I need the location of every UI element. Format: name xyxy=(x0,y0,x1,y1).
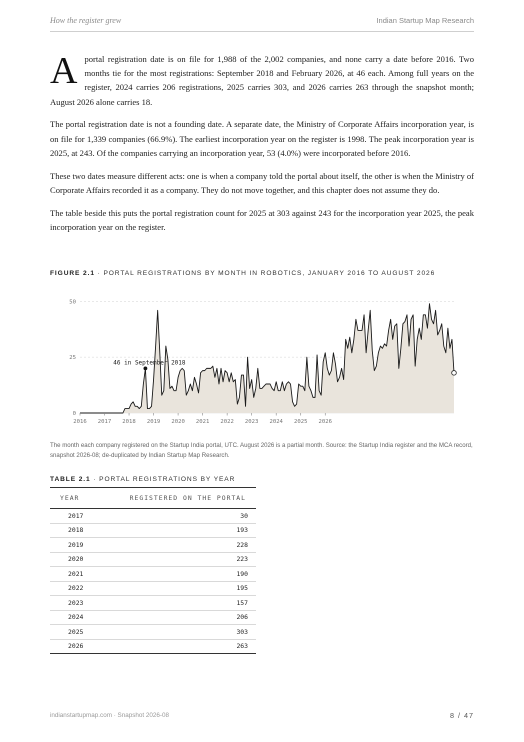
count-cell: 228 xyxy=(100,538,256,553)
year-cell: 2026 xyxy=(50,639,100,654)
chapter-title: How the register grew xyxy=(50,16,122,25)
x-tick-label: 2021 xyxy=(195,419,210,425)
x-tick-label: 2020 xyxy=(171,419,185,425)
x-tick-label: 2024 xyxy=(269,419,283,425)
paragraph-4: The table beside this puts the portal registration count for 2025 at 303 against 243 for the incorporation year 2025, the peak incorporation year on the register. xyxy=(50,207,474,232)
year-cell: 2021 xyxy=(50,567,100,582)
partial-month-point xyxy=(452,371,457,376)
series-area xyxy=(80,304,454,413)
x-tick-label: 2023 xyxy=(244,419,259,425)
footer-site[interactable]: indianstartupmap.com · Snapshot 2026-08 xyxy=(50,712,170,719)
year-cell: 2017 xyxy=(50,509,100,524)
running-head xyxy=(50,16,474,28)
count-cell: 30 xyxy=(100,509,256,524)
table-row xyxy=(50,639,256,654)
year-cell: 2022 xyxy=(50,581,100,596)
x-tick-label: 2026 xyxy=(318,419,332,425)
publication-name: Indian Startup Map Research xyxy=(376,16,474,25)
header-divider xyxy=(50,31,474,32)
figure-title: · PORTAL REGISTRATIONS BY MONTH IN ROBOTICS, JANUARY 2016 TO AUGUST 2026 xyxy=(97,270,436,277)
count-cell: 157 xyxy=(100,596,256,611)
peak-annotation: 46 in September 2018 xyxy=(113,359,186,367)
table-row xyxy=(50,567,256,582)
x-tick-label: 2016 xyxy=(73,419,87,425)
figure-caption xyxy=(50,270,435,277)
page-number: 8 / 47 xyxy=(450,711,474,720)
y-tick-label: 25 xyxy=(69,355,76,362)
y-tick-label: 50 xyxy=(69,299,76,306)
year-cell: 2024 xyxy=(50,610,100,625)
count-cell: 223 xyxy=(100,552,256,567)
x-tick-label: 2018 xyxy=(122,419,136,425)
table-row xyxy=(50,581,256,596)
count-cell: 195 xyxy=(100,581,256,596)
table-header-row xyxy=(50,488,256,509)
y-tick-label: 0 xyxy=(72,411,76,417)
count-cell: 263 xyxy=(100,639,256,654)
figure-label: FIGURE 2.1 xyxy=(50,270,95,277)
count-cell: 303 xyxy=(100,625,256,640)
registrations-chart xyxy=(50,287,474,437)
x-tick-label: 2025 xyxy=(293,419,308,425)
count-cell: 190 xyxy=(100,567,256,582)
table-title: · PORTAL REGISTRATIONS BY YEAR xyxy=(93,476,236,483)
year-cell: 2018 xyxy=(50,523,100,538)
paragraph-2: The portal registration date is not a founding date. A separate date, the Ministry of Corporate Affairs incorporation year, is on file for 1,339 companies (66.9%). The earliest incorporation year on the register is 1998. The peak incorporation year is 2025, at 243. Of the companies carrying an incorporation year, 53 (4.0%) were incorporated before 2016. xyxy=(50,119,474,158)
paragraph-3: These two dates measure different acts: one is when a company told the portal about itself, the other is when the Ministry of Corporate Affairs recorded it as a company. They do not move together, and this chapter does not assume they do. xyxy=(50,170,474,195)
table-row xyxy=(50,625,256,640)
table-row xyxy=(50,552,256,567)
count-cell: 206 xyxy=(100,610,256,625)
x-tick-label: 2017 xyxy=(97,419,112,425)
year-cell: 2023 xyxy=(50,596,100,611)
table-row xyxy=(50,610,256,625)
paragraph-1-text: portal registration date is on file for 1,988 of the 2,002 companies, and none carry a date before 2016. Two months tie for the most registrations: September 2018 and February 2026, at 46 each. Among full years on the register, 2024 carries 206 registrations, 2025 carries 303, and 2026 carries 263 through the snapshot month; August 2026 alone carries 18. xyxy=(50,54,474,107)
figure-note: The month each company registered on the Startup India portal, UTC. August 2026 is a partial month. Source: the Startup India register and the MCA record, snapshot 2026-08; de-duplicated by Indian Startup Map Research. xyxy=(50,442,473,459)
x-tick-label: 2022 xyxy=(220,419,234,425)
page-footer xyxy=(50,712,474,719)
table-row xyxy=(50,538,256,553)
count-cell: 193 xyxy=(100,523,256,538)
table-caption xyxy=(50,476,235,483)
registrations-table xyxy=(50,487,256,654)
column-header-registered: REGISTERED ON THE PORTAL xyxy=(100,488,256,509)
table-label: TABLE 2.1 xyxy=(50,476,91,483)
table-row xyxy=(50,523,256,538)
table-row xyxy=(50,596,256,611)
year-cell: 2019 xyxy=(50,538,100,553)
peak-point xyxy=(143,366,147,370)
column-header-year: YEAR xyxy=(50,488,100,509)
drop-cap: A xyxy=(50,50,78,92)
year-cell: 2020 xyxy=(50,552,100,567)
year-cell: 2025 xyxy=(50,625,100,640)
table-row xyxy=(50,509,256,524)
body-text xyxy=(50,52,474,243)
paragraph-1 xyxy=(50,52,474,109)
x-tick-label: 2019 xyxy=(146,419,161,425)
